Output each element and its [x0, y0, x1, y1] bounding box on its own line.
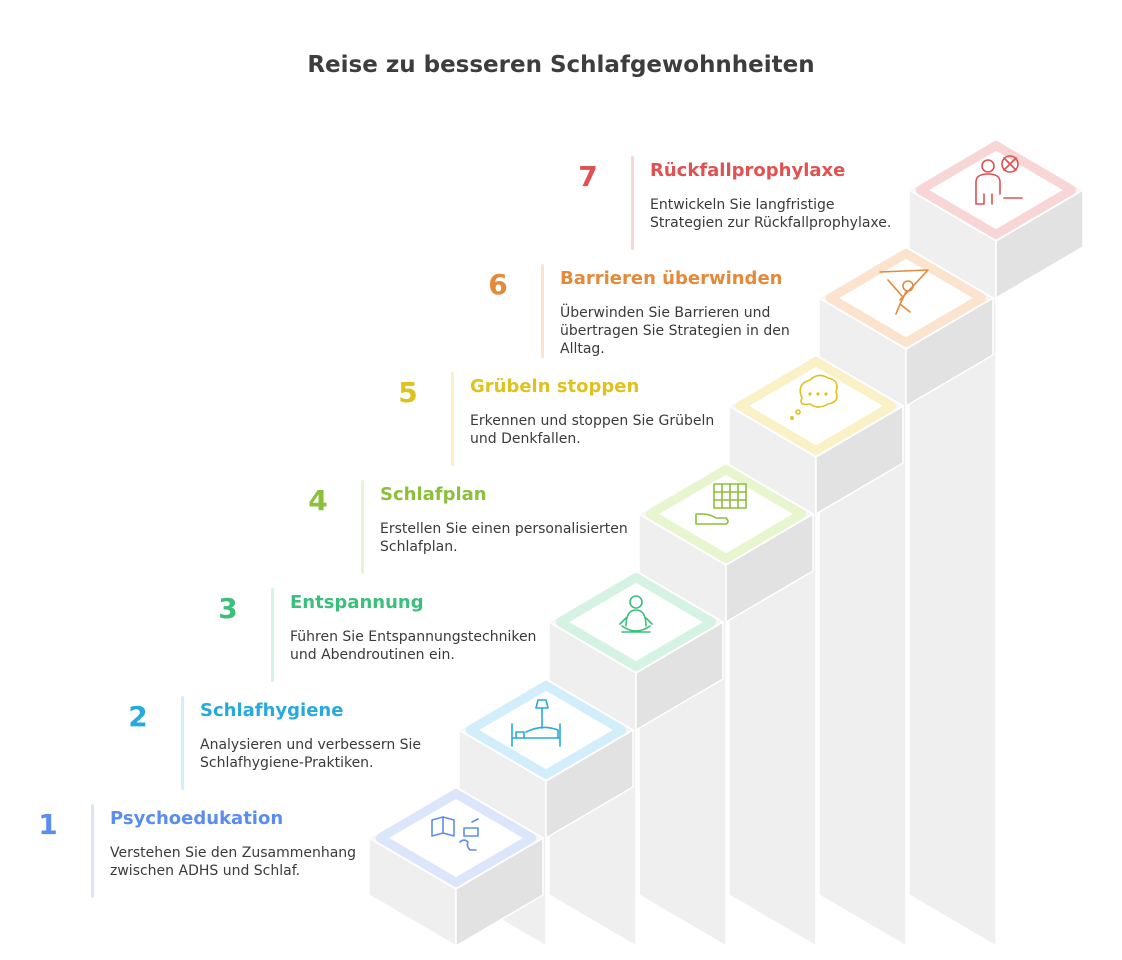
step-title: Schlafhygiene [200, 700, 344, 721]
step-divider [541, 264, 544, 358]
step-number: 4 [308, 484, 328, 517]
step-number: 1 [38, 808, 58, 841]
step-description: Verstehen Sie den Zusammenhang zwischen ADHS und Schlaf. [110, 845, 357, 879]
step-title: Psychoedukation [110, 808, 284, 829]
step-description: Analysieren und verbessern Sie Schlafhygiene-Praktiken. [200, 737, 422, 771]
step-number: 7 [578, 160, 598, 193]
step-description: Überwinden Sie Barrieren und übertragen Sie Strategien in den Alltag. [560, 305, 790, 357]
step-divider [181, 696, 184, 790]
step-left-face [639, 514, 726, 946]
step-number: 2 [128, 700, 148, 733]
step-number: 3 [218, 592, 238, 625]
step-title: Grübeln stoppen [470, 376, 640, 397]
step-divider [631, 156, 634, 250]
step-title: Entspannung [290, 592, 424, 613]
step-description: Erkennen und stoppen Sie Grübeln und Denkfallen. [470, 413, 715, 447]
step-number: 6 [488, 268, 508, 301]
step-number: 5 [398, 376, 418, 409]
step-description: Entwickeln Sie langfristige Strategien zur Rückfallprophylaxe. [650, 197, 892, 231]
step-title: Rückfallprophylaxe [650, 160, 846, 181]
step-block-7 [909, 139, 1083, 946]
step-divider [91, 804, 94, 898]
step-title: Schlafplan [380, 484, 487, 505]
step-divider [451, 372, 454, 466]
step-description: Erstellen Sie einen personalisierten Schlafplan. [380, 521, 628, 555]
page-title: Reise zu besseren Schlafgewohnheiten [307, 52, 815, 78]
step-divider [361, 480, 364, 574]
step-title: Barrieren überwinden [560, 268, 783, 289]
step-description: Führen Sie Entspannungstechniken und Abendroutinen ein. [290, 629, 537, 663]
step-divider [271, 588, 274, 682]
